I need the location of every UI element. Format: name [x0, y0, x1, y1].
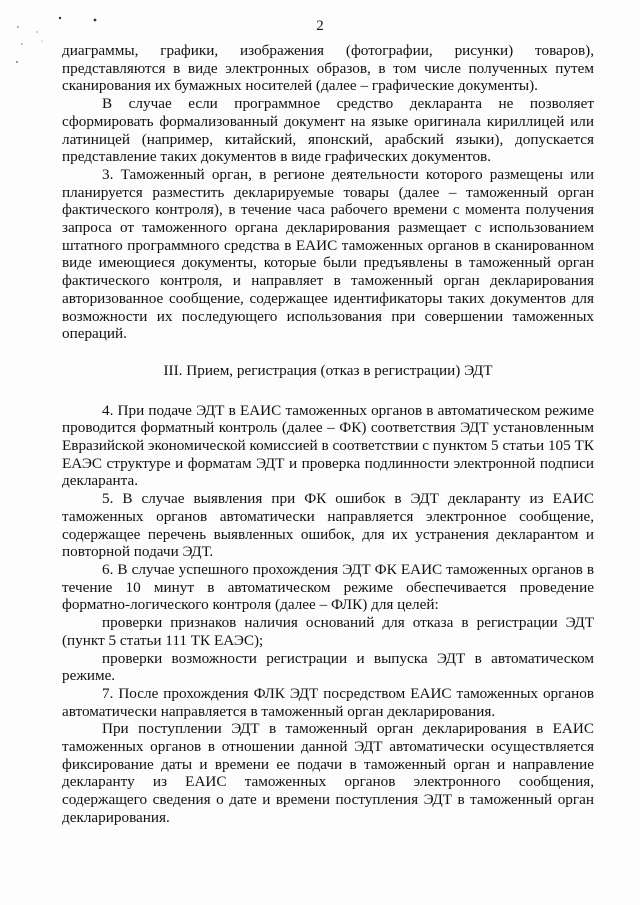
paragraph: 5. В случае выявления при ФК ошибок в ЭДТ декларанту из ЕАИС таможенных органов автоматически направляется электронное сообщение, содержащее перечень выявленных ошибок, для их устранения декларантом и повторной подачи ЭДТ. — [62, 490, 594, 561]
paragraph: 3. Таможенный орган, в регионе деятельности которого размещены или планируется разместить декларируемые товары (далее – таможенный орган фактического контроля), в течение часа рабочего времени с момента получения запроса от таможенного органа декларирования размещает с использованием штатного программного средства в ЕАИС таможенных органов в сканированном виде имеющиеся документы, которые были предъявлены в таможенный орган фактического контроля, и направляет в таможенный орган декларирования авторизованное сообщение, содержащее идентификаторы таких документов для возможности их последующего использования при совершении таможенных операций. — [62, 165, 594, 343]
paragraph: проверки признаков наличия оснований для отказа в регистрации ЭДТ (пункт 5 статьи 111 ТК ЕАЭС); — [62, 614, 594, 649]
document-body — [62, 42, 594, 827]
paragraph: При поступлении ЭДТ в таможенный орган декларирования в ЕАИС таможенных органов в отношении данной ЭДТ автоматически осуществляется фиксирование даты и времени ее подачи в таможенный орган и направление декларанту из ЕАИС таможенных органов электронного сообщения, содержащего сведения о дате и времени поступления ЭДТ в таможенный орган декларирования. — [62, 720, 594, 826]
paragraph: 6. В случае успешного прохождения ЭДТ ФК ЕАИС таможенных органов в течение 10 минут в автоматическом режиме обеспечивается проведение форматно-логического контроля (далее – ФЛК) для целей: — [62, 560, 594, 614]
paragraph: В случае если программное средство декларанта не позволяет сформировать формализованный документ на языке оригинала кириллицей или латиницей (например, китайский, японский, арабский языки), допускается представление таких документов в виде графических документов. — [62, 95, 594, 166]
paragraph: диаграммы, графики, изображения (фотографии, рисунки) товаров), представляются в виде электронных образов, в том числе полученных путем сканирования их бумажных носителей (далее – графические документы). — [62, 42, 594, 95]
page-number: 2 — [316, 18, 324, 34]
paragraph: 7. После прохождения ФЛК ЭДТ посредством ЕАИС таможенных органов автоматически направляется в таможенный орган декларирования. — [62, 684, 594, 720]
section-heading: III. Прием, регистрация (отказ в регистрации) ЭДТ — [163, 361, 493, 379]
paragraph: 4. При подаче ЭДТ в ЕАИС таможенных органов в автоматическом режиме проводится форматный контроль (далее – ФК) соответствия ЭДТ установленным Евразийской экономической комиссией в соответствии с пунктом 5 статьи 105 ТК ЕАЭС структуре и форматам ЭДТ и проверка подлинности электронной подписи декларанта. — [62, 401, 594, 490]
paragraph: проверки возможности регистрации и выпуска ЭДТ в автоматическом режиме. — [62, 649, 594, 685]
